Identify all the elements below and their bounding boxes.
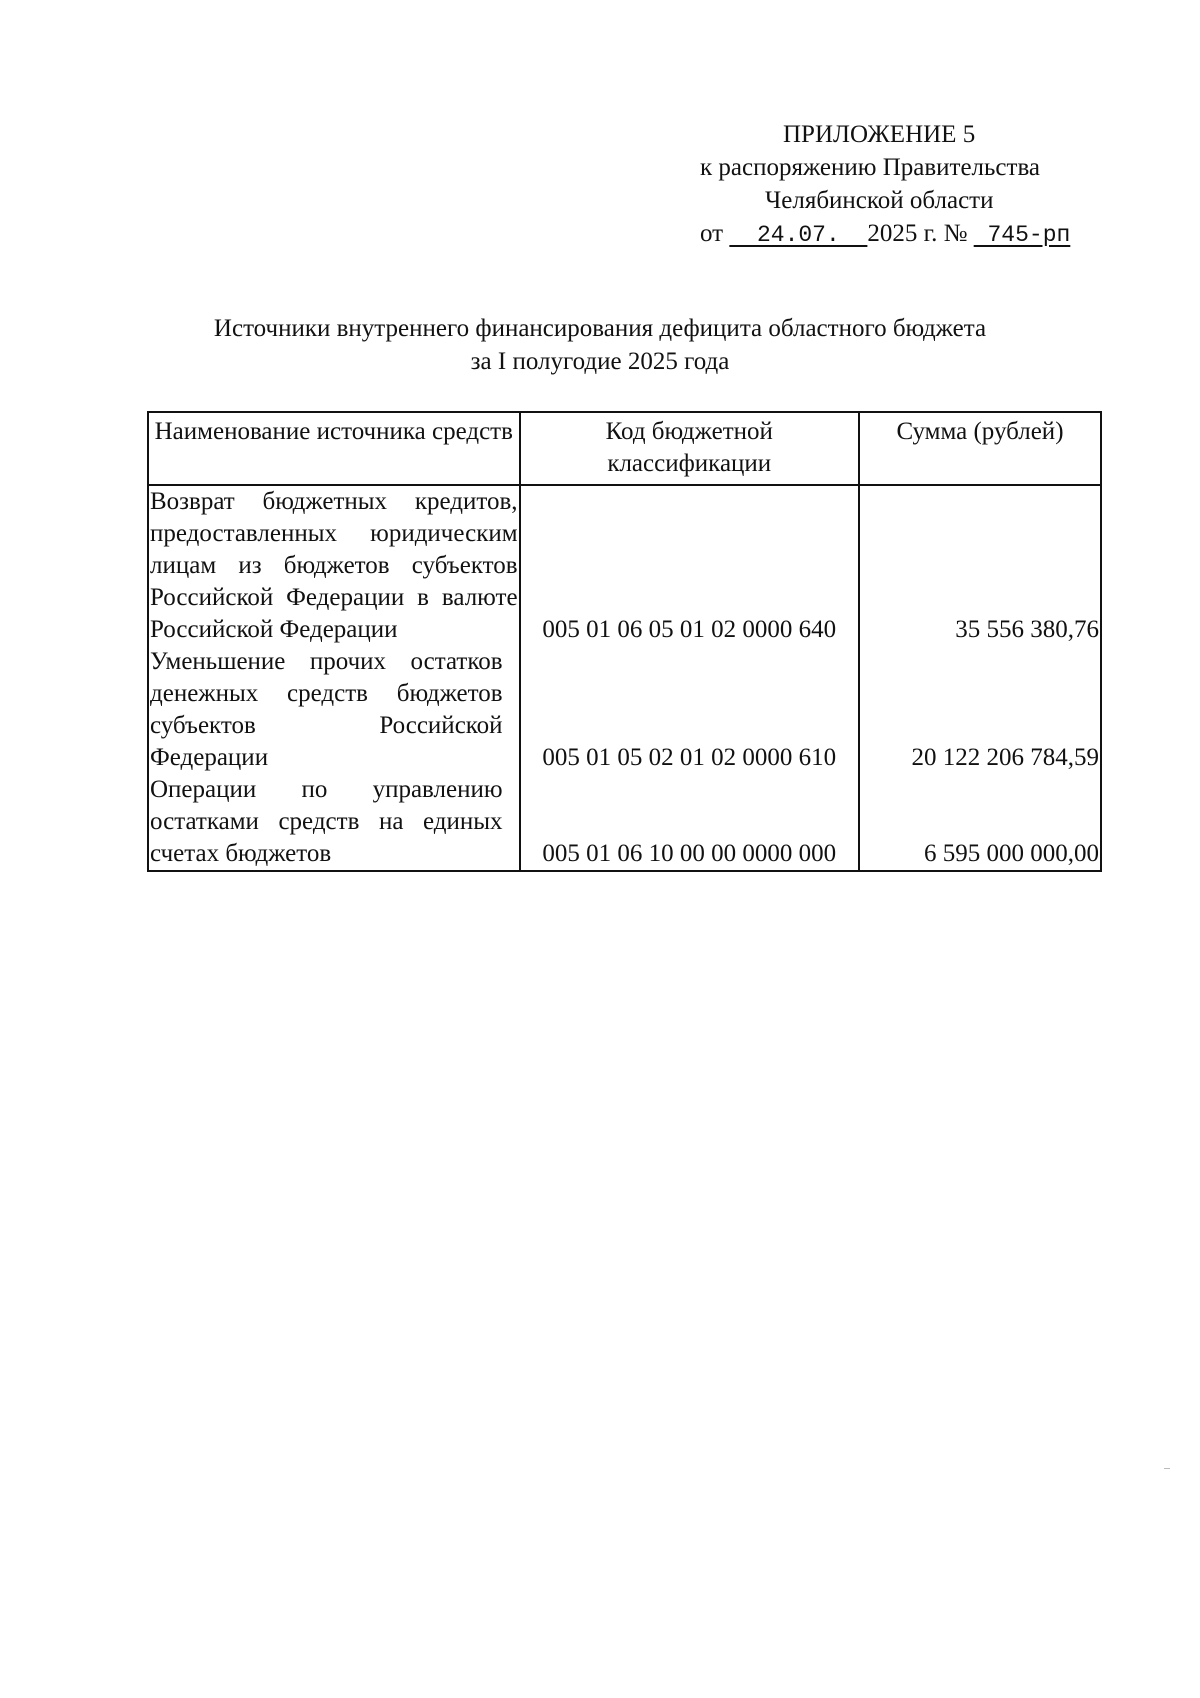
appendix-title: ПРИЛОЖЕНИЕ 5 bbox=[783, 121, 976, 148]
scan-mark bbox=[1164, 1468, 1170, 1469]
source-name-cell: Возврат бюджетных кредитов, предоставленных юридическим лицам из бюджетов субъектов Российской Федерации в валюте Российской Федерации bbox=[148, 485, 520, 646]
date-prefix: от bbox=[700, 220, 724, 247]
document-title-line-1: Источники внутреннего финансирования дефицита областного бюджета bbox=[213, 315, 987, 342]
amount-cell: 35 556 380,76 bbox=[859, 485, 1101, 646]
document-title-line-2: за I полугодие 2025 года bbox=[470, 348, 730, 375]
table-body bbox=[148, 485, 1101, 871]
table-header bbox=[148, 412, 1101, 485]
year-text: 2025 г. № bbox=[867, 220, 968, 247]
appendix-region: Челябинской области bbox=[765, 187, 994, 214]
date-value: 24.07. bbox=[729, 222, 868, 248]
header-amount: Сумма (рублей) bbox=[859, 412, 1101, 485]
appendix-order-reference: к распоряжению Правительства bbox=[700, 154, 1041, 181]
document-number: 745-рп bbox=[973, 222, 1071, 248]
source-name-cell: Операции по управлению остатками средств на единых счетах бюджетов bbox=[148, 774, 520, 871]
source-name-cell: Уменьшение прочих остатков денежных средств бюджетов субъектов Российской Федерации bbox=[148, 646, 520, 774]
header-source-name: Наименование источника средств bbox=[148, 412, 520, 485]
budget-code-cell: 005 01 05 02 01 02 0000 610 bbox=[520, 646, 859, 774]
amount-cell: 6 595 000 000,00 bbox=[859, 774, 1101, 871]
budget-code-cell: 005 01 06 10 00 00 0000 000 bbox=[520, 774, 859, 871]
document-title bbox=[150, 312, 1050, 378]
amount-cell: 20 122 206 784,59 bbox=[859, 646, 1101, 774]
table-row bbox=[148, 774, 1101, 871]
financing-sources-table bbox=[147, 411, 1102, 872]
appendix-date-line bbox=[700, 217, 1120, 252]
table-row bbox=[148, 485, 1101, 646]
header-budget-code: Код бюджетной классификации bbox=[520, 412, 859, 485]
table-header-row bbox=[148, 412, 1101, 485]
appendix-header bbox=[700, 118, 1120, 252]
budget-code-cell: 005 01 06 05 01 02 0000 640 bbox=[520, 485, 859, 646]
table-row bbox=[148, 646, 1101, 774]
